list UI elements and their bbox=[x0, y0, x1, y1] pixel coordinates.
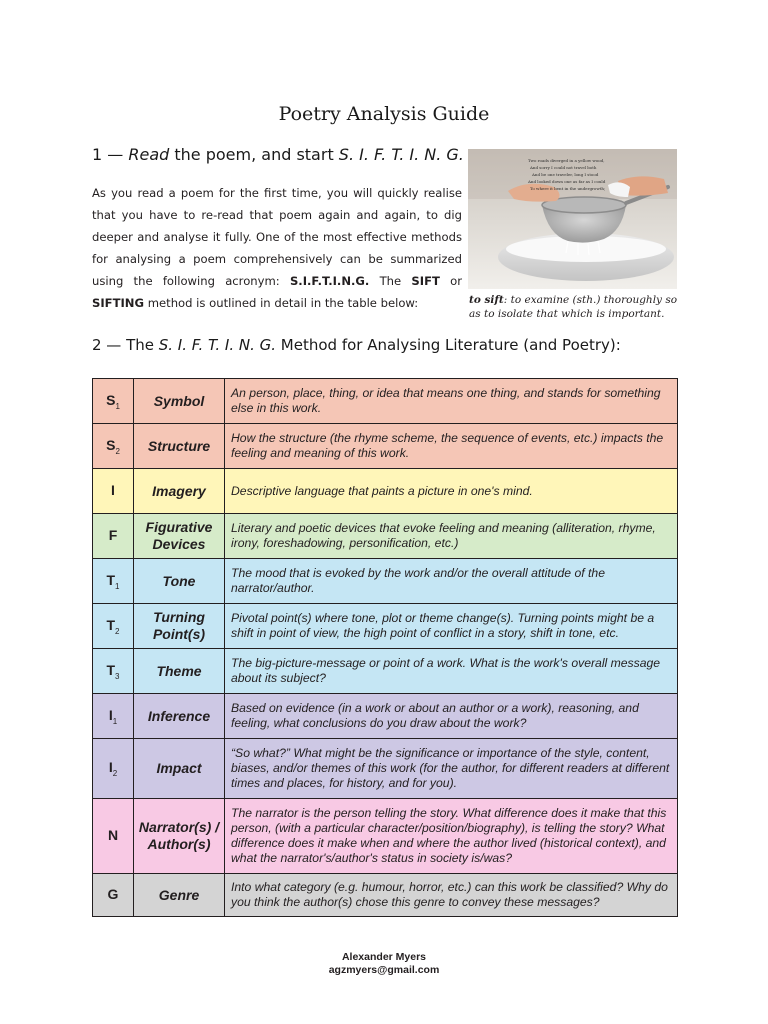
intro-acronym: S.I.F.T.I.N.G. bbox=[289, 274, 370, 288]
row-definition: “So what?” What might be the significance or importance of the style, content, biases, and/or themes of this work (for the author, for different readers at different times and places, for history, and for you). bbox=[225, 739, 678, 799]
row-definition: The big-picture-message or point of a work. What is the work's overall message about its subject? bbox=[225, 649, 678, 694]
poem-line-3: And be one traveler, long I stood bbox=[532, 172, 599, 177]
section-1-middle: the poem, and start bbox=[169, 145, 339, 164]
row-term: Symbol bbox=[134, 379, 225, 424]
table-row bbox=[93, 379, 678, 424]
section-1-acronym: S. I. F. T. I. N. G. bbox=[338, 145, 464, 164]
row-definition: The narrator is the person telling the story. What difference does it make that this person, (with a particular character/position/biography), is telling the story? What difference does it make when and where the author lived (historical context), and what the narrator's/author's status in society is/was? bbox=[225, 799, 678, 874]
section-1-heading bbox=[92, 145, 464, 164]
table-row bbox=[93, 649, 678, 694]
row-definition: Literary and poetic devices that evoke feeling and meaning (alliteration, rhyme, irony, foreshadowing, personification, etc.) bbox=[225, 514, 678, 559]
table-row bbox=[93, 694, 678, 739]
row-letter: $S_1$ bbox=[93, 379, 134, 424]
section-2-heading bbox=[92, 336, 621, 354]
row-term: Theme bbox=[134, 649, 225, 694]
poem-line-5: To where it bent in the undergrowth; bbox=[530, 186, 606, 191]
row-term: Figurative Devices bbox=[134, 514, 225, 559]
row-letter: $T_3$ bbox=[93, 649, 134, 694]
row-letter: G bbox=[93, 874, 134, 917]
author-footer bbox=[0, 951, 768, 977]
poem-line-4: And looked down one as far as I could bbox=[528, 179, 606, 184]
row-letter: I bbox=[93, 469, 134, 514]
section-1-italic-word: Read bbox=[128, 145, 170, 164]
table-row bbox=[93, 739, 678, 799]
intro-text-2: The bbox=[369, 274, 412, 288]
row-term: Genre bbox=[134, 874, 225, 917]
row-letter: $T_2$ bbox=[93, 604, 134, 649]
row-definition: How the structure (the rhyme scheme, the sequence of events, etc.) impacts the feeling and meaning of this work. bbox=[225, 424, 678, 469]
row-definition: Pivotal point(s) where tone, plot or theme change(s). Turning points might be a shift in point of view, the high point of conflict in a story, shift in tone, etc. bbox=[225, 604, 678, 649]
row-term: Tone bbox=[134, 559, 225, 604]
row-term: Turning Point(s) bbox=[134, 604, 225, 649]
intro-text-1: As you read a poem for the first time, you will quickly realise that you have to re-read that poem again and again, to dig deeper and analyse it fully. One of the most effective methods for analysing a poem comprehensively can be summarized using the following acronym: bbox=[92, 186, 462, 288]
poem-line-2: And sorry I could not travel both bbox=[530, 165, 597, 170]
row-letter: $I_1$ bbox=[93, 694, 134, 739]
section-1-prefix: 1 — bbox=[92, 145, 129, 164]
row-letter: N bbox=[93, 799, 134, 874]
row-term: Narrator(s) / Author(s) bbox=[134, 799, 225, 874]
row-term: Impact bbox=[134, 739, 225, 799]
row-letter: $I_2$ bbox=[93, 739, 134, 799]
intro-text-3: or bbox=[439, 274, 463, 288]
sifting-photo bbox=[468, 149, 677, 289]
row-definition: Into what category (e.g. humour, horror, etc.) can this work be classified? Why do you think the author(s) chose this genre to convey these messages? bbox=[225, 874, 678, 917]
table-row bbox=[93, 469, 678, 514]
intro-sift: SIFT bbox=[411, 274, 440, 288]
row-letter: $S_2$ bbox=[93, 424, 134, 469]
table-row bbox=[93, 424, 678, 469]
sifting-table bbox=[92, 378, 678, 917]
row-definition: Based on evidence (in a work or about an author or a work), reasoning, and feeling, what conclusions do you draw about the work? bbox=[225, 694, 678, 739]
author-name: Alexander Myers bbox=[341, 951, 427, 963]
row-term: Inference bbox=[134, 694, 225, 739]
caption-definition: : to examine (sth.) thoroughly so as to isolate that which is important. bbox=[469, 294, 678, 320]
table-row bbox=[93, 559, 678, 604]
intro-text-4: method is outlined in detail in the table below: bbox=[144, 296, 419, 310]
author-email: agzmyers@gmail.com bbox=[328, 964, 440, 976]
sieve-illustration-icon bbox=[468, 149, 677, 289]
row-term: Structure bbox=[134, 424, 225, 469]
table-row bbox=[93, 514, 678, 559]
table-row bbox=[93, 604, 678, 649]
section-2-acronym: S. I. F. T. I. N. G. bbox=[158, 336, 277, 354]
page-title: Poetry Analysis Guide bbox=[278, 103, 490, 125]
intro-paragraph bbox=[92, 182, 462, 314]
row-definition: An person, place, thing, or idea that means one thing, and stands for something else in this work. bbox=[225, 379, 678, 424]
table-row bbox=[93, 799, 678, 874]
row-term: Imagery bbox=[134, 469, 225, 514]
intro-sifting: SIFTING bbox=[92, 296, 145, 310]
row-definition: Descriptive language that paints a picture in one's mind. bbox=[225, 469, 678, 514]
caption-term: to sift bbox=[469, 294, 504, 306]
photo-caption bbox=[469, 293, 679, 321]
row-letter: F bbox=[93, 514, 134, 559]
section-2-prefix: 2 — The bbox=[92, 336, 159, 354]
table-row bbox=[93, 874, 678, 917]
row-definition: The mood that is evoked by the work and/or the overall attitude of the narrator/author. bbox=[225, 559, 678, 604]
poem-line-1: Two roads diverged in a yellow wood, bbox=[528, 158, 605, 163]
section-2-suffix: Method for Analysing Literature (and Poetry): bbox=[276, 336, 621, 354]
row-letter: $T_1$ bbox=[93, 559, 134, 604]
